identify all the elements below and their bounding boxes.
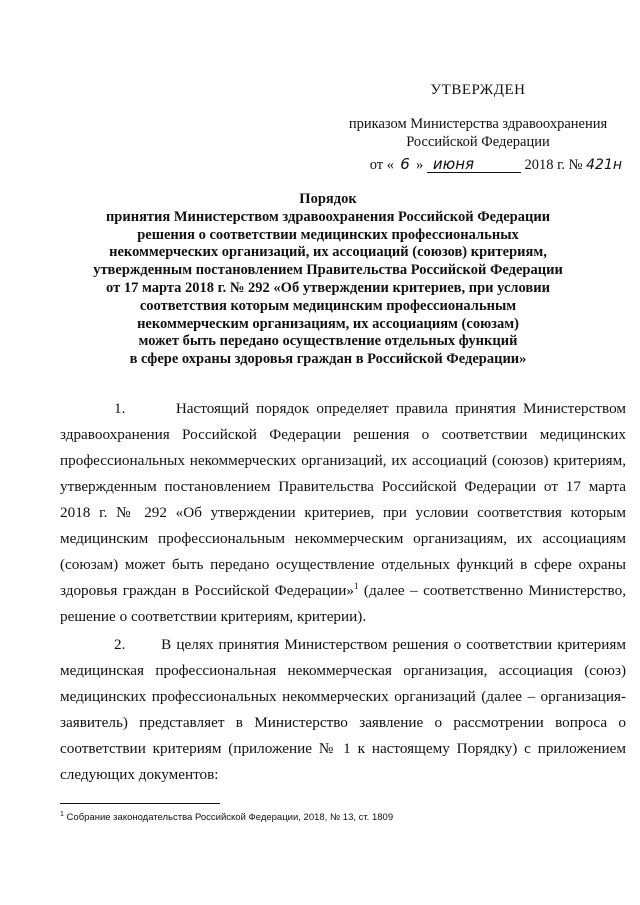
- date-mid: »: [415, 157, 424, 173]
- heading-line: от 17 марта 2018 г. № 292 «Об утверждении критериев, при условии: [106, 279, 550, 296]
- paragraph-text: Настоящий порядок определяет правила принятия Министерством здравоохранения Российской Федерации решения о соответствии медицинских профессиональных некоммерческих организаций, их ассоциаций (союзов) критериям, утвержденным постановлением Правительства Российской Федерации от 17 марта 2018 г. № 292 «Об утверждении критериев, при условии соответствия которым медицинским профессиональным некоммерческим организациям, их ассоциациям (союзам) может быть передано осуществление отдельных функций в сфере охраны здоровья граждан в Российской Федерации»: [60, 400, 626, 599]
- heading-line: Порядок: [299, 191, 357, 207]
- heading-line: утвержденным постановлением Правительства Российской Федерации: [93, 262, 563, 279]
- document-body: [60, 396, 626, 788]
- date-year: 2018 г. №: [524, 157, 583, 173]
- heading-line: решения о соответствии медицинских профессиональных: [137, 226, 519, 243]
- date-prefix: от «: [369, 157, 394, 173]
- heading-line: некоммерческих организаций, их ассоциаций (союзов) критериям,: [109, 244, 547, 261]
- heading-line: в сфере охраны здоровья граждан в Российской Федерации»: [129, 351, 527, 368]
- footnote: [60, 812, 620, 824]
- approval-country-line: Российской Федерации: [406, 134, 550, 150]
- heading-line: некоммерческим организациям, их ассоциациям (союзам): [137, 315, 519, 332]
- paragraph-number: 2.: [114, 636, 126, 653]
- paragraph-number: 1.: [114, 400, 126, 417]
- paragraph-2: [60, 632, 626, 788]
- heading-line: может быть передано осуществление отдельных функций: [138, 333, 518, 350]
- approval-title: УТВЕРЖДЕН: [430, 82, 526, 98]
- paragraph-1: [60, 396, 626, 630]
- handwritten-month: июня: [427, 156, 521, 173]
- handwritten-day: 6: [400, 155, 410, 173]
- heading-line: соответствия которым медицинским профессиональным: [139, 297, 517, 314]
- footnote-mark: 1: [60, 810, 64, 818]
- footnote-reference: 1: [354, 580, 359, 591]
- paragraph-text-continued: (далее – соответственно Министерство, решение о соответствии критериям, критерии).: [60, 582, 626, 625]
- heading-line: принятия Министерством здравоохранения Российской Федерации: [105, 208, 551, 225]
- handwritten-order-number: 421н: [586, 157, 622, 173]
- footnote-divider: [60, 803, 220, 804]
- footnote-text: Собрание законодательства Российской Федерации, 2018, № 13, ст. 1809: [63, 812, 394, 823]
- paragraph-text: В целях принятия Министерством решения о соответствии критериям медицинская профессиональная некоммерческая организация, ассоциация (союз) медицинских профессиональных некоммерческих организаций (далее – организация-заявитель) представляет в Министерство заявление о рассмотрении вопроса о соответствии критериям (приложение № 1 к настоящему Порядку) с приложением следующих документов:: [60, 636, 626, 783]
- approval-date-line: [330, 153, 626, 176]
- document-heading: [60, 191, 596, 369]
- approval-issuer-line: приказом Министерства здравоохранения: [348, 116, 608, 132]
- approval-stamp-block: [330, 82, 626, 176]
